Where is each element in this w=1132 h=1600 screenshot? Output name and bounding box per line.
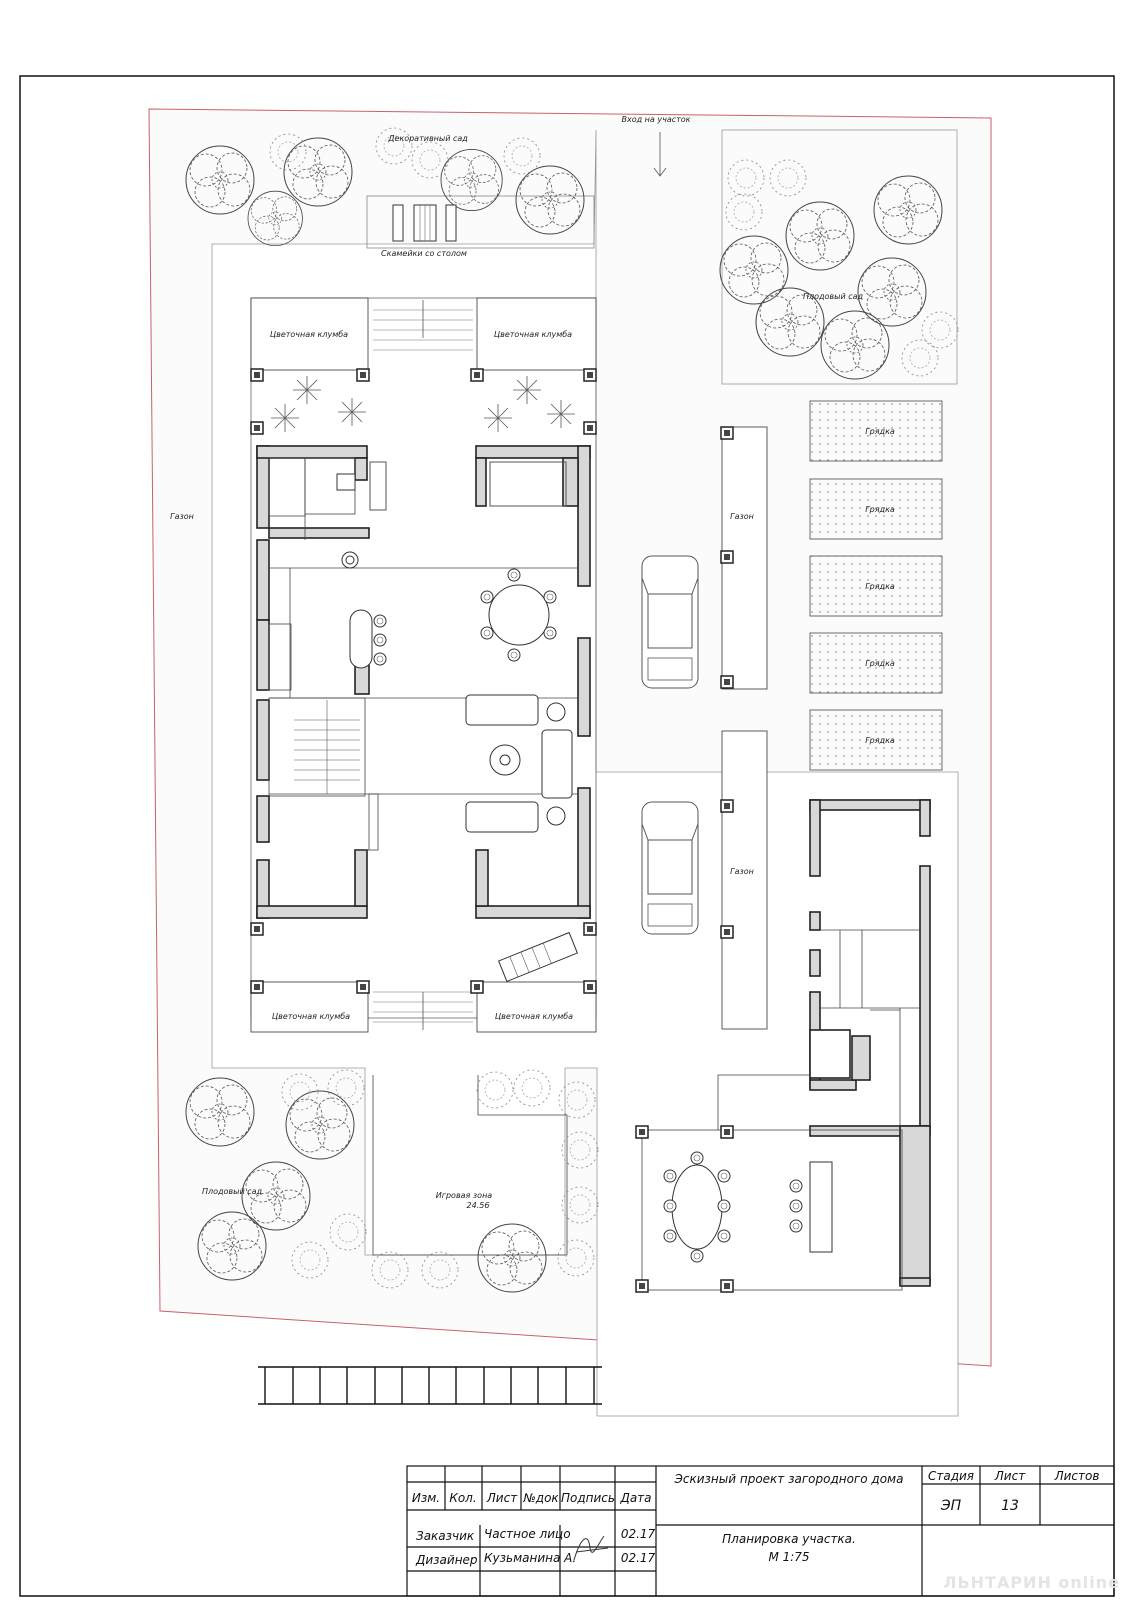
tb-sheet-value: 13	[1001, 1498, 1019, 1514]
tb-header-date: Дата	[620, 1491, 652, 1505]
tb-project-title: Эскизный проект загородного дома	[674, 1472, 904, 1486]
tb-header-signature: Подпись	[561, 1491, 615, 1505]
garden-bed-3-label: Грядка	[865, 582, 895, 591]
scale-bar	[258, 1367, 602, 1404]
tb-sheet-header: Лист	[994, 1469, 1026, 1483]
benches-with-table	[393, 205, 456, 241]
decorative-garden-label: Декоративный сад	[388, 134, 468, 143]
car-bottom	[642, 802, 698, 934]
flowerbed-top-left-label: Цветочная клумба	[269, 330, 349, 339]
garden-bed-5-label: Грядка	[865, 736, 895, 745]
tb-stage-header: Стадия	[927, 1469, 975, 1483]
tb-drawing-title: Планировка участка.	[722, 1532, 856, 1546]
signature-mark	[574, 1536, 608, 1560]
flowerbed-bottom-left-label: Цветочная клумба	[271, 1012, 351, 1021]
garden-bed-4-label: Грядка	[865, 659, 895, 668]
fruit-garden-bottom-label: Плодовый сад	[201, 1187, 263, 1196]
tb-header-count: Кол.	[449, 1491, 477, 1505]
tb-header-sheet: Лист	[486, 1491, 518, 1505]
flowerbed-bottom-right-label: Цветочная клумба	[494, 1012, 574, 1021]
watermark-logo: ЛЬНТАРИН online	[943, 1573, 1120, 1592]
benches-label: Скамейки со столом	[381, 249, 467, 258]
play-zone-label: Игровая зона	[435, 1191, 493, 1200]
tb-stage-value: ЭП	[940, 1498, 962, 1514]
car-top	[642, 556, 698, 688]
lawn-strip-top-label: Газон	[730, 512, 754, 521]
tb-sheets-header: Листов	[1054, 1469, 1100, 1483]
tb-scale: М 1:75	[768, 1550, 810, 1564]
entrance-label: Вход на участок	[621, 115, 691, 124]
tb-designer-value: Кузьманина А.	[484, 1551, 577, 1565]
tb-designer-label: Дизайнер	[416, 1553, 478, 1567]
tb-header-doc: №док	[523, 1491, 559, 1505]
garden-bed-1-label: Грядка	[865, 427, 895, 436]
fruit-garden-top-label: Плодовый сад	[802, 292, 864, 301]
lawn-strip-bottom-label: Газон	[730, 867, 754, 876]
tb-customer-label: Заказчик	[416, 1529, 475, 1543]
play-zone-area: 24.56	[466, 1201, 490, 1210]
tb-customer-value: Частное лицо	[484, 1527, 571, 1541]
tb-designer-date: 02.17	[620, 1551, 656, 1565]
lawn-left-label: Газон	[170, 512, 194, 521]
garden-bed-2-label: Грядка	[865, 505, 895, 514]
flowerbed-top-right-label: Цветочная клумба	[493, 330, 573, 339]
tb-customer-date: 02.17	[620, 1527, 656, 1541]
tb-header-change: Изм.	[411, 1491, 441, 1505]
